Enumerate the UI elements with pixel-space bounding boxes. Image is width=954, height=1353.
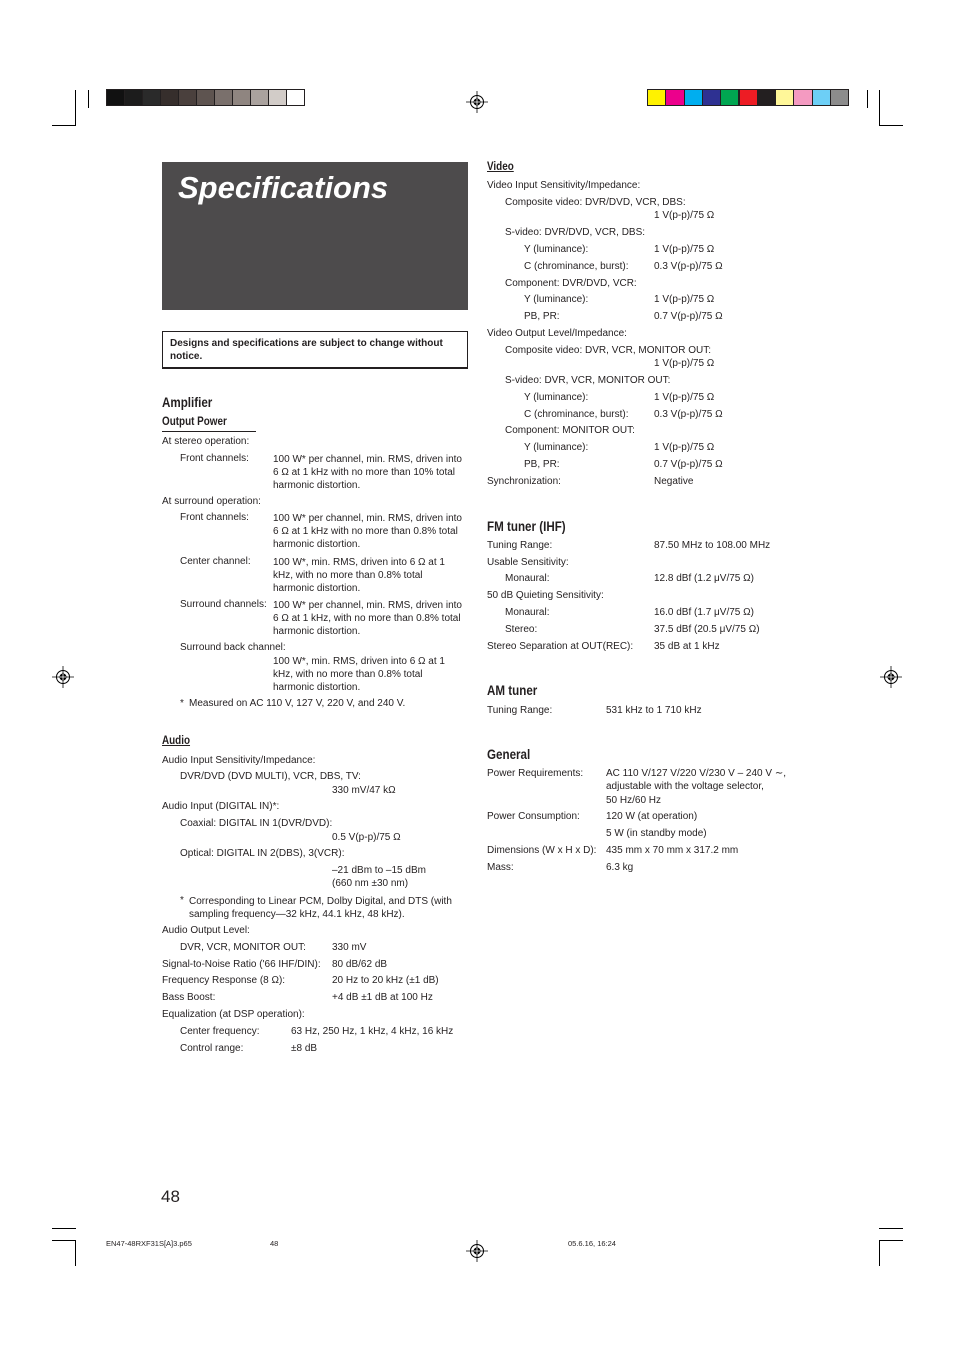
stereo-separation-value: 35 dB at 1 kHz [654, 641, 720, 652]
audio-footnote: Corresponding to Linear PCM, Dolby Digital, and DTS (with sampling frequency—32 kHz, 44.1 kHz, 48 kHz). [189, 896, 452, 921]
snr-label: Signal-to-Noise Ratio ('66 IHF/DIN): [162, 959, 321, 970]
crop-mark [867, 90, 868, 108]
amplifier-heading: Amplifier [162, 395, 213, 410]
component-input-label: Component: DVR/DVD, VCR: [505, 278, 637, 289]
c-chrominance-value: 0.3 V(p-p)/75 Ω [654, 261, 723, 272]
crop-mark [879, 1228, 903, 1229]
digital-input-label: Audio Input (DIGITAL IN)*: [162, 801, 280, 812]
color-swatch [739, 89, 758, 106]
synchronization-value: Negative [654, 476, 694, 487]
audio-input-value: 330 mV/47 kΩ [332, 785, 396, 796]
dimensions-value: 435 mm x 70 mm x 317.2 mm [606, 845, 739, 856]
color-swatch [142, 89, 161, 106]
front-channels-surround-value: 100 W* per channel, min. RMS, driven into 6 Ω at 1 kHz with no more than 0.8% total harmonic distortion. [273, 513, 462, 551]
composite-input-label: Composite video: DVR/DVD, VCR, DBS: [505, 197, 686, 208]
color-swatch [106, 89, 125, 106]
pb-pr-label: PB, PR: [524, 311, 560, 322]
color-swatch [250, 89, 269, 106]
power-consumption-standby: 5 W (in standby mode) [606, 828, 707, 839]
audio-output-label: Audio Output Level: [162, 925, 250, 936]
color-swatch [793, 89, 812, 106]
color-swatch [647, 89, 666, 106]
surround-channels-value: 100 W* per channel, min. RMS, driven into 6 Ω at 1 kHz, with no more than 0.8% total harmonic distortion. [273, 600, 462, 638]
am-tuner-heading: AM tuner [487, 683, 538, 698]
audio-output-value: 330 mV [332, 942, 367, 953]
pb-pr-label: PB, PR: [524, 459, 560, 470]
pb-pr-value: 0.7 V(p-p)/75 Ω [654, 459, 723, 470]
frequency-response-label: Frequency Response (8 Ω): [162, 975, 286, 986]
power-consumption-value: 120 W (at operation) [606, 811, 698, 822]
color-swatch [775, 89, 794, 106]
power-requirements-value: 50 Hz/60 Hz [606, 795, 662, 806]
stereo-operation-label: At stereo operation: [162, 436, 250, 447]
monaural-label: Monaural: [505, 607, 550, 618]
video-output-label: Video Output Level/Impedance: [487, 328, 627, 339]
audio-output-sources: DVR, VCR, MONITOR OUT: [180, 942, 306, 953]
audio-heading: Audio [162, 735, 191, 747]
c-chrominance-value: 0.3 V(p-p)/75 Ω [654, 409, 723, 420]
title-banner [162, 162, 468, 310]
page-title: Specifications [178, 170, 389, 205]
optical-wavelength: (660 nm ±30 nm) [332, 878, 409, 889]
surround-back-value: 100 W*, min. RMS, driven into 6 Ω at 1 kHz, with no more than 0.8% total harmonic distortion. [273, 656, 445, 694]
color-swatch [812, 89, 831, 106]
color-swatch [160, 89, 179, 106]
power-requirements-label: Power Requirements: [487, 768, 584, 779]
y-luminance-label: Y (luminance): [524, 392, 589, 403]
control-range-label: Control range: [180, 1043, 244, 1054]
y-luminance-value: 1 V(p-p)/75 Ω [654, 294, 715, 305]
front-channels-stereo-value: 100 W* per channel, min. RMS, driven into 6 Ω at 1 kHz with no more than 10% total harmonic distortion. [273, 454, 462, 492]
mass-value: 6.3 kg [606, 862, 634, 873]
coaxial-label: Coaxial: DIGITAL IN 1(DVR/DVD): [180, 818, 333, 829]
surround-operation-label: At surround operation: [162, 496, 261, 507]
fm-tuner-heading: FM tuner (IHF) [487, 519, 566, 534]
color-swatch [214, 89, 233, 106]
color-swatch [665, 89, 684, 106]
power-requirements-value: adjustable with the voltage selector, [606, 781, 764, 792]
color-swatch [720, 89, 739, 106]
synchronization-label: Synchronization: [487, 476, 561, 487]
color-swatch [702, 89, 721, 106]
composite-output-value: 1 V(p-p)/75 Ω [654, 358, 715, 369]
monaural-value: 16.0 dBf (1.7 μV/75 Ω) [654, 607, 754, 618]
stereo-value: 37.5 dBf (20.5 μV/75 Ω) [654, 624, 760, 635]
general-heading: General [487, 747, 531, 762]
y-luminance-value: 1 V(p-p)/75 Ω [654, 392, 715, 403]
front-channels-label: Front channels: [180, 453, 249, 464]
y-luminance-value: 1 V(p-p)/75 Ω [654, 244, 715, 255]
crop-mark [52, 1228, 76, 1229]
crop-mark [52, 1240, 76, 1241]
video-heading: Video [487, 161, 514, 173]
color-swatch [268, 89, 287, 106]
center-frequency-value: 63 Hz, 250 Hz, 1 kHz, 4 kHz, 16 kHz [291, 1026, 454, 1037]
color-swatch [684, 89, 703, 106]
front-channels-label: Front channels: [180, 512, 249, 523]
registration-mark-icon [466, 1240, 488, 1262]
registration-mark-icon [466, 91, 488, 113]
stereo-separation-label: Stereo Separation at OUT(REC): [487, 641, 634, 652]
fm-tuning-range-value: 87.50 MHz to 108.00 MHz [654, 540, 771, 551]
y-luminance-value: 1 V(p-p)/75 Ω [654, 442, 715, 453]
footnote-mark: * [180, 698, 184, 709]
snr-value: 80 dB/62 dB [332, 959, 388, 970]
quieting-sensitivity-label: 50 dB Quieting Sensitivity: [487, 590, 604, 601]
am-tuning-range-value: 531 kHz to 1 710 kHz [606, 705, 702, 716]
video-input-label: Video Input Sensitivity/Impedance: [487, 180, 641, 191]
footnote-mark: * [180, 895, 184, 906]
footer-page: 48 [270, 1239, 279, 1248]
svideo-output-label: S-video: DVR, VCR, MONITOR OUT: [505, 375, 671, 386]
color-swatch [286, 89, 305, 106]
color-swatch [232, 89, 251, 106]
crop-mark [52, 125, 76, 126]
frequency-response-value: 20 Hz to 20 kHz (±1 dB) [332, 975, 439, 986]
monaural-value: 12.8 dBf (1.2 μV/75 Ω) [654, 573, 754, 584]
monaural-label: Monaural: [505, 573, 550, 584]
registration-mark-icon [52, 666, 74, 688]
power-requirements-value: AC 110 V/127 V/220 V/230 V – 240 V ∼, [606, 768, 786, 779]
mass-label: Mass: [487, 862, 514, 873]
footer-file: EN47-48RXF31S[A]3.p65 [106, 1239, 192, 1248]
svideo-input-label: S-video: DVR/DVD, VCR, DBS: [505, 227, 646, 238]
crop-mark [879, 90, 880, 126]
c-chrominance-label: C (chrominance, burst): [524, 261, 629, 272]
center-frequency-label: Center frequency: [180, 1026, 260, 1037]
bass-boost-value: +4 dB ±1 dB at 100 Hz [332, 992, 433, 1003]
amplifier-footnote: Measured on AC 110 V, 127 V, 220 V, and 240 V. [189, 698, 406, 709]
center-channel-label: Center channel: [180, 556, 251, 567]
pb-pr-value: 0.7 V(p-p)/75 Ω [654, 311, 723, 322]
composite-input-value: 1 V(p-p)/75 Ω [654, 210, 715, 221]
color-swatch [830, 89, 849, 106]
equalization-label: Equalization (at DSP operation): [162, 1009, 305, 1020]
audio-input-sources: DVR/DVD (DVD MULTI), VCR, DBS, TV: [180, 771, 361, 782]
coaxial-value: 0.5 V(p-p)/75 Ω [332, 832, 401, 843]
am-tuning-range-label: Tuning Range: [487, 705, 553, 716]
crop-mark [879, 1240, 903, 1241]
surround-channels-label: Surround channels: [180, 599, 267, 610]
y-luminance-label: Y (luminance): [524, 294, 589, 305]
dimensions-label: Dimensions (W x H x D): [487, 845, 597, 856]
optical-value: –21 dBm to –15 dBm [332, 865, 426, 876]
center-channel-value: 100 W*, min. RMS, driven into 6 Ω at 1 kHz, with no more than 0.8% total harmonic distortion. [273, 557, 445, 595]
fm-tuning-range-label: Tuning Range: [487, 540, 553, 551]
y-luminance-label: Y (luminance): [524, 442, 589, 453]
registration-mark-icon [880, 666, 902, 688]
crop-mark [75, 90, 76, 126]
notice-box [162, 331, 468, 369]
composite-output-label: Composite video: DVR, VCR, MONITOR OUT: [505, 345, 711, 356]
surround-back-label: Surround back channel: [180, 642, 286, 653]
crop-mark [88, 90, 89, 108]
control-range-value: ±8 dB [291, 1043, 318, 1054]
page-number: 48 [161, 1187, 180, 1206]
bass-boost-label: Bass Boost: [162, 992, 216, 1003]
stereo-label: Stereo: [505, 624, 538, 635]
crop-mark [879, 1240, 880, 1266]
c-chrominance-label: C (chrominance, burst): [524, 409, 629, 420]
notice-text: Designs and specifications are subject to change without notice. [170, 338, 443, 362]
footer-date: 05.6.16, 16:24 [568, 1239, 616, 1248]
color-swatch [196, 89, 215, 106]
component-output-label: Component: MONITOR OUT: [505, 425, 635, 436]
crop-mark [75, 1240, 76, 1266]
output-power-heading: Output Power [162, 416, 227, 428]
power-consumption-label: Power Consumption: [487, 811, 580, 822]
color-swatch [757, 89, 776, 106]
color-swatch [178, 89, 197, 106]
crop-mark [879, 125, 903, 126]
audio-input-label: Audio Input Sensitivity/Impedance: [162, 755, 316, 766]
color-swatch [124, 89, 143, 106]
usable-sensitivity-label: Usable Sensitivity: [487, 557, 569, 568]
y-luminance-label: Y (luminance): [524, 244, 589, 255]
divider [162, 431, 256, 432]
optical-label: Optical: DIGITAL IN 2(DBS), 3(VCR): [180, 848, 345, 859]
